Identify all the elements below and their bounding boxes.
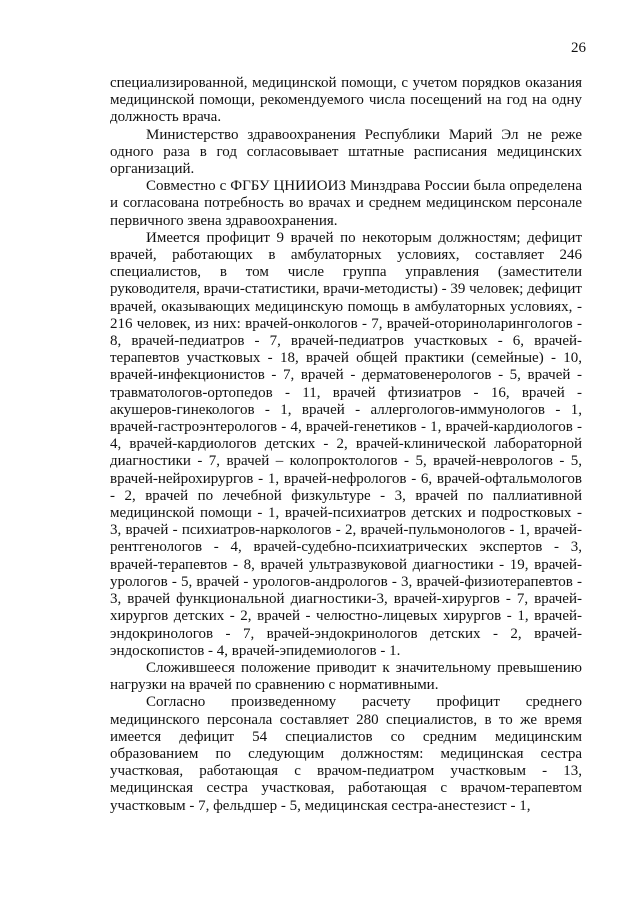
paragraph-ministry-staffing: Министерство здравоохранения Республики Марий Эл не реже одного раза в год согласовывает штатные расписания медицинских организаций. — [110, 126, 582, 178]
document-body — [110, 75, 582, 815]
paragraph-continuation: специализированной, медицинской помощи, с учетом порядков оказания медицинской помощи, рекомендуемого числа посещений на год на одну должность врача. — [110, 75, 582, 126]
paragraph-nursing-staff: Согласно произведенному расчету профицит среднего медицинского персонала составляет 280 специалистов, в то же время имеется дефицит 54 специалистов со средним медицинским образованием по следующим должностям: медицинская сестра участковая, работающая с врачом-педиатром участковым - 13, медицинская сестра участковая, работающая с врачом-терапевтом участковым - 7, фельдшер - 5, медицинская сестра-анестезист - 1, — [110, 694, 582, 814]
paragraph-workload: Сложившееся положение приводит к значительному превышению нагрузки на врачей по сравнению с нормативными. — [110, 659, 582, 694]
page-number: 26 — [571, 40, 586, 56]
paragraph-joint-assessment: Совместно с ФГБУ ЦНИИОИЗ Минздрава России была определена и согласована потребность во врачах и среднем медицинском персонале первичного звена здравоохранения. — [110, 178, 582, 229]
paragraph-physician-deficit: Имеется профицит 9 врачей по некоторым должностям; дефицит врачей, работающих в амбулаторных условиях, составляет 246 специалистов, в том числе группа управления (заместители руководителя, врачи-статистики, врачи-методисты) - 39 человек; дефицит врачей, оказывающих медицинскую помощь в амбулаторных условиях, - 216 человек, из них: врачей-онкологов - 7, врачей-оториноларингологов - 8, врачей-педиатров - 7, врачей-педиатров участковых - 6, врачей-терапевтов участковых - 18, врачей общей практики (семейные) - 10, врачей-инфекционистов - 7, врачей - дерматовенерологов - 5, врачей - травматологов-ортопедов - 11, врачей фтизиатров - 16, врачей - акушеров-гинекологов - 1, врачей - аллергологов-иммунологов - 1, врачей-гастроэнтерологов - 4, врачей-генетиков - 1, врачей-кардиологов - 4, врачей-кардиологов детских - 2, врачей-клинической лабораторной диагностики - 7, врачей – колопроктологов - 5, врачей-неврологов - 5, врачей-нейрохирургов - 1, врачей-нефрологов - 6, врачей-офтальмологов - 2, врачей по лечебной физкультуре - 3, врачей по паллиативной медицинской помощи - 1, врачей-психиатров детских и подростковых - 3, врачей - психиатров-наркологов - 2, врачей-пульмонологов - 1, врачей-рентгенологов - 4, врачей-судебно-психиатрических экспертов - 3, врачей-терапевтов - 8, врачей ультразвуковой диагностики - 19, врачей-урологов - 5, врачей - урологов-андрологов - 3, врачей-физиотерапевтов - 3, врачей функциональной диагностики-3, врачей-хирургов - 7, врачей-хирургов детских - 2, врачей - челюстно-лицевых хирургов - 1, врачей-эндокринологов - 7, врачей-эндокринологов детских - 2, врачей-эндоскопистов - 4, врачей-эпидемиологов - 1. — [110, 229, 582, 659]
